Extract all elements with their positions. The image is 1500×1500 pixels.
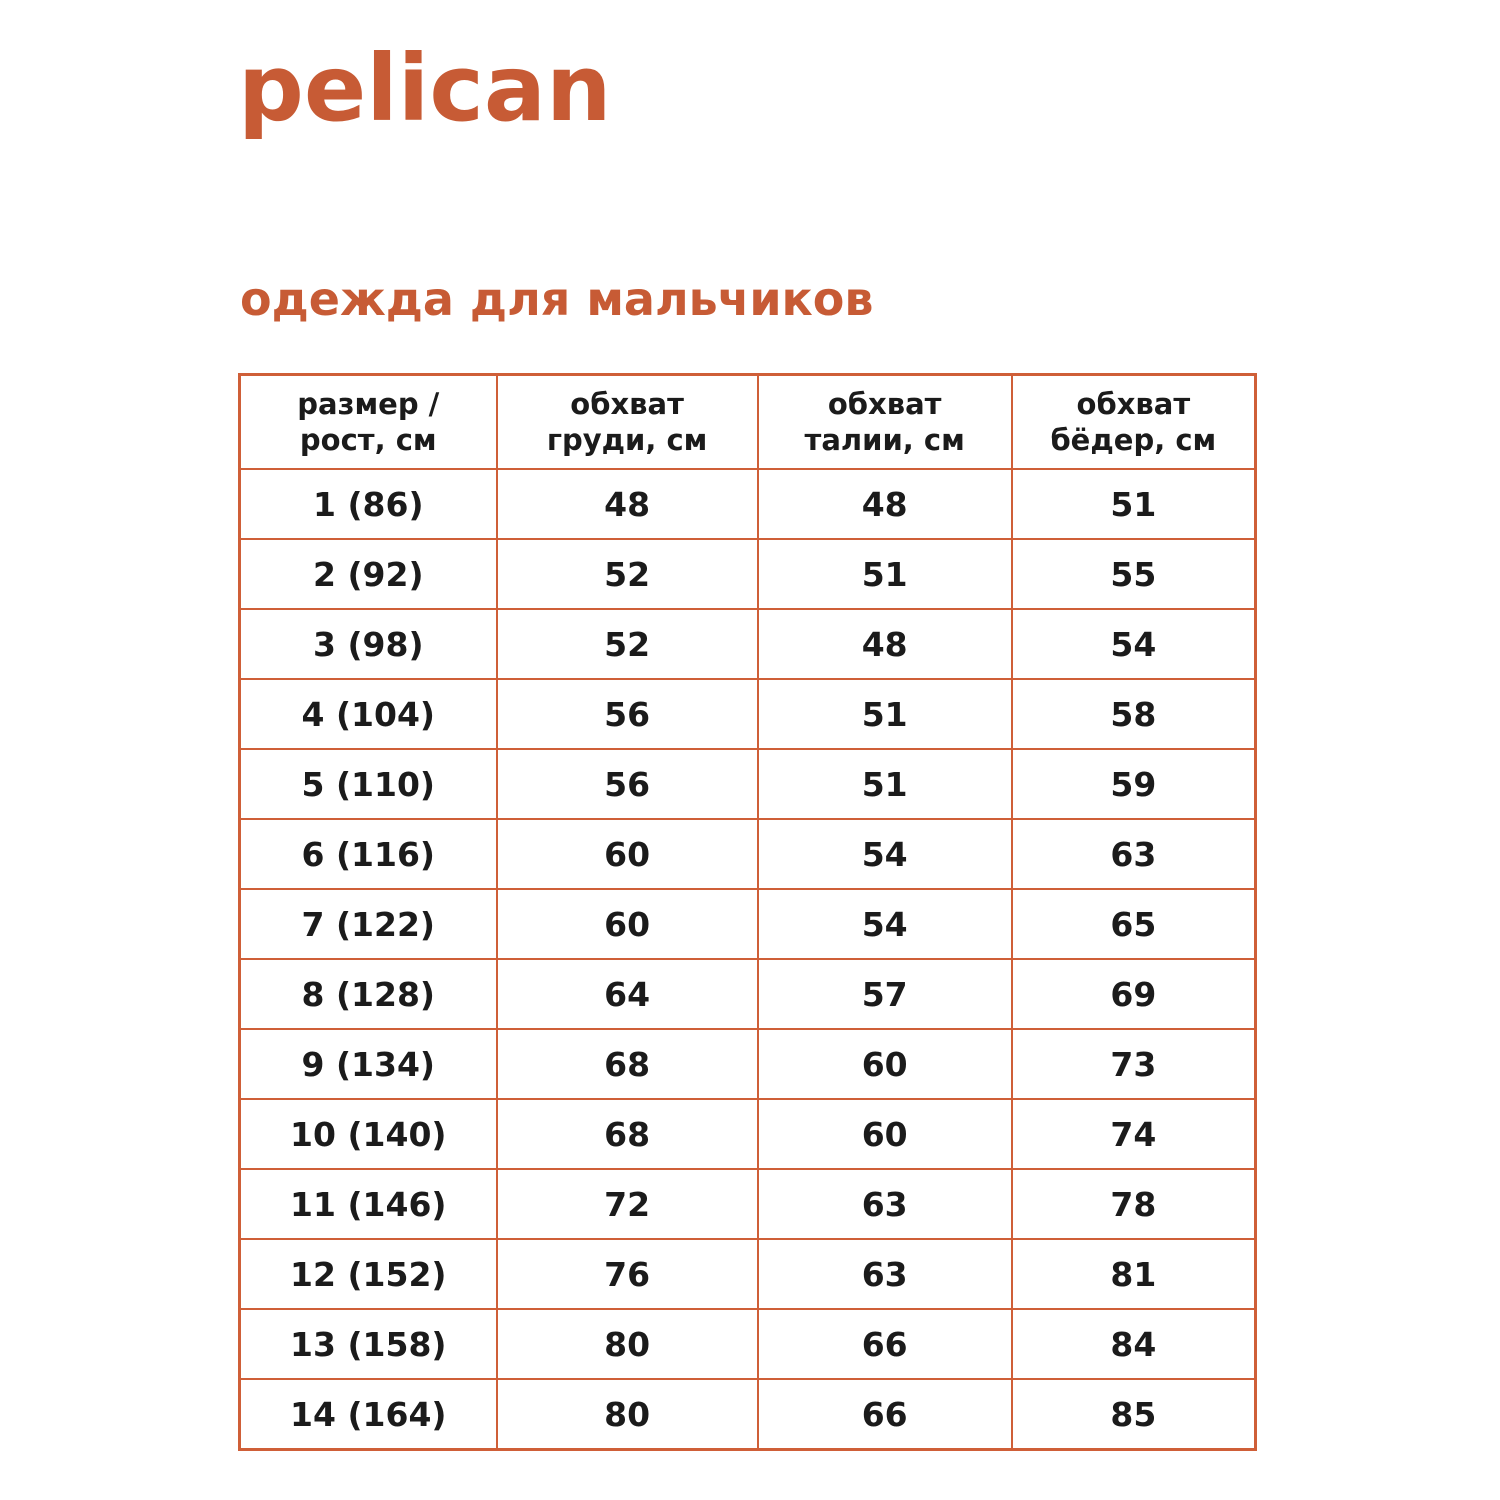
cell-hips: 58	[1012, 679, 1256, 749]
cell-hips: 69	[1012, 959, 1256, 1029]
cell-size: 1 (86)	[240, 469, 497, 539]
cell-hips: 78	[1012, 1169, 1256, 1239]
cell-hips: 54	[1012, 609, 1256, 679]
cell-waist: 51	[758, 749, 1012, 819]
cell-chest: 56	[497, 749, 758, 819]
cell-size: 13 (158)	[240, 1309, 497, 1379]
table-row	[240, 959, 1256, 1029]
table-row	[240, 1099, 1256, 1169]
cell-waist: 60	[758, 1099, 1012, 1169]
cell-hips: 73	[1012, 1029, 1256, 1099]
cell-chest: 80	[497, 1379, 758, 1450]
cell-size: 14 (164)	[240, 1379, 497, 1450]
cell-waist: 54	[758, 889, 1012, 959]
cell-size: 7 (122)	[240, 889, 497, 959]
cell-chest: 60	[497, 819, 758, 889]
cell-waist: 51	[758, 539, 1012, 609]
table-row	[240, 469, 1256, 539]
table-row	[240, 889, 1256, 959]
pelican-logo: pelican	[238, 35, 612, 142]
cell-chest: 52	[497, 539, 758, 609]
cell-size: 5 (110)	[240, 749, 497, 819]
cell-size: 9 (134)	[240, 1029, 497, 1099]
cell-chest: 52	[497, 609, 758, 679]
table-row	[240, 679, 1256, 749]
cell-waist: 66	[758, 1379, 1012, 1450]
table-row	[240, 609, 1256, 679]
cell-size: 6 (116)	[240, 819, 497, 889]
cell-size: 2 (92)	[240, 539, 497, 609]
cell-hips: 74	[1012, 1099, 1256, 1169]
cell-chest: 72	[497, 1169, 758, 1239]
cell-chest: 64	[497, 959, 758, 1029]
table-row	[240, 1379, 1256, 1450]
cell-hips: 51	[1012, 469, 1256, 539]
cell-hips: 65	[1012, 889, 1256, 959]
cell-size: 4 (104)	[240, 679, 497, 749]
cell-waist: 54	[758, 819, 1012, 889]
size-table-head-row	[240, 375, 1256, 470]
size-table	[238, 373, 1257, 1451]
page-title: одежда для мальчиков	[240, 272, 874, 326]
cell-waist: 63	[758, 1169, 1012, 1239]
cell-chest: 48	[497, 469, 758, 539]
table-row	[240, 539, 1256, 609]
cell-waist: 51	[758, 679, 1012, 749]
table-row	[240, 1169, 1256, 1239]
header-cell-chest: обхват груди, см	[497, 375, 758, 470]
cell-hips: 55	[1012, 539, 1256, 609]
cell-size: 8 (128)	[240, 959, 497, 1029]
header-cell-size-height: размер / рост, см	[240, 375, 497, 470]
cell-size: 11 (146)	[240, 1169, 497, 1239]
cell-waist: 60	[758, 1029, 1012, 1099]
table-row	[240, 1029, 1256, 1099]
header-cell-hips: обхват бёдер, см	[1012, 375, 1256, 470]
cell-hips: 85	[1012, 1379, 1256, 1450]
cell-chest: 76	[497, 1239, 758, 1309]
cell-waist: 48	[758, 609, 1012, 679]
table-row	[240, 1309, 1256, 1379]
cell-chest: 68	[497, 1099, 758, 1169]
cell-hips: 59	[1012, 749, 1256, 819]
cell-hips: 63	[1012, 819, 1256, 889]
cell-chest: 56	[497, 679, 758, 749]
cell-size: 10 (140)	[240, 1099, 497, 1169]
cell-waist: 57	[758, 959, 1012, 1029]
cell-waist: 63	[758, 1239, 1012, 1309]
cell-waist: 66	[758, 1309, 1012, 1379]
cell-hips: 81	[1012, 1239, 1256, 1309]
cell-chest: 68	[497, 1029, 758, 1099]
size-table-body	[240, 469, 1256, 1450]
cell-chest: 60	[497, 889, 758, 959]
cell-hips: 84	[1012, 1309, 1256, 1379]
table-row	[240, 749, 1256, 819]
table-row	[240, 819, 1256, 889]
cell-waist: 48	[758, 469, 1012, 539]
table-row	[240, 1239, 1256, 1309]
cell-size: 3 (98)	[240, 609, 497, 679]
cell-chest: 80	[497, 1309, 758, 1379]
cell-size: 12 (152)	[240, 1239, 497, 1309]
header-cell-waist: обхват талии, см	[758, 375, 1012, 470]
